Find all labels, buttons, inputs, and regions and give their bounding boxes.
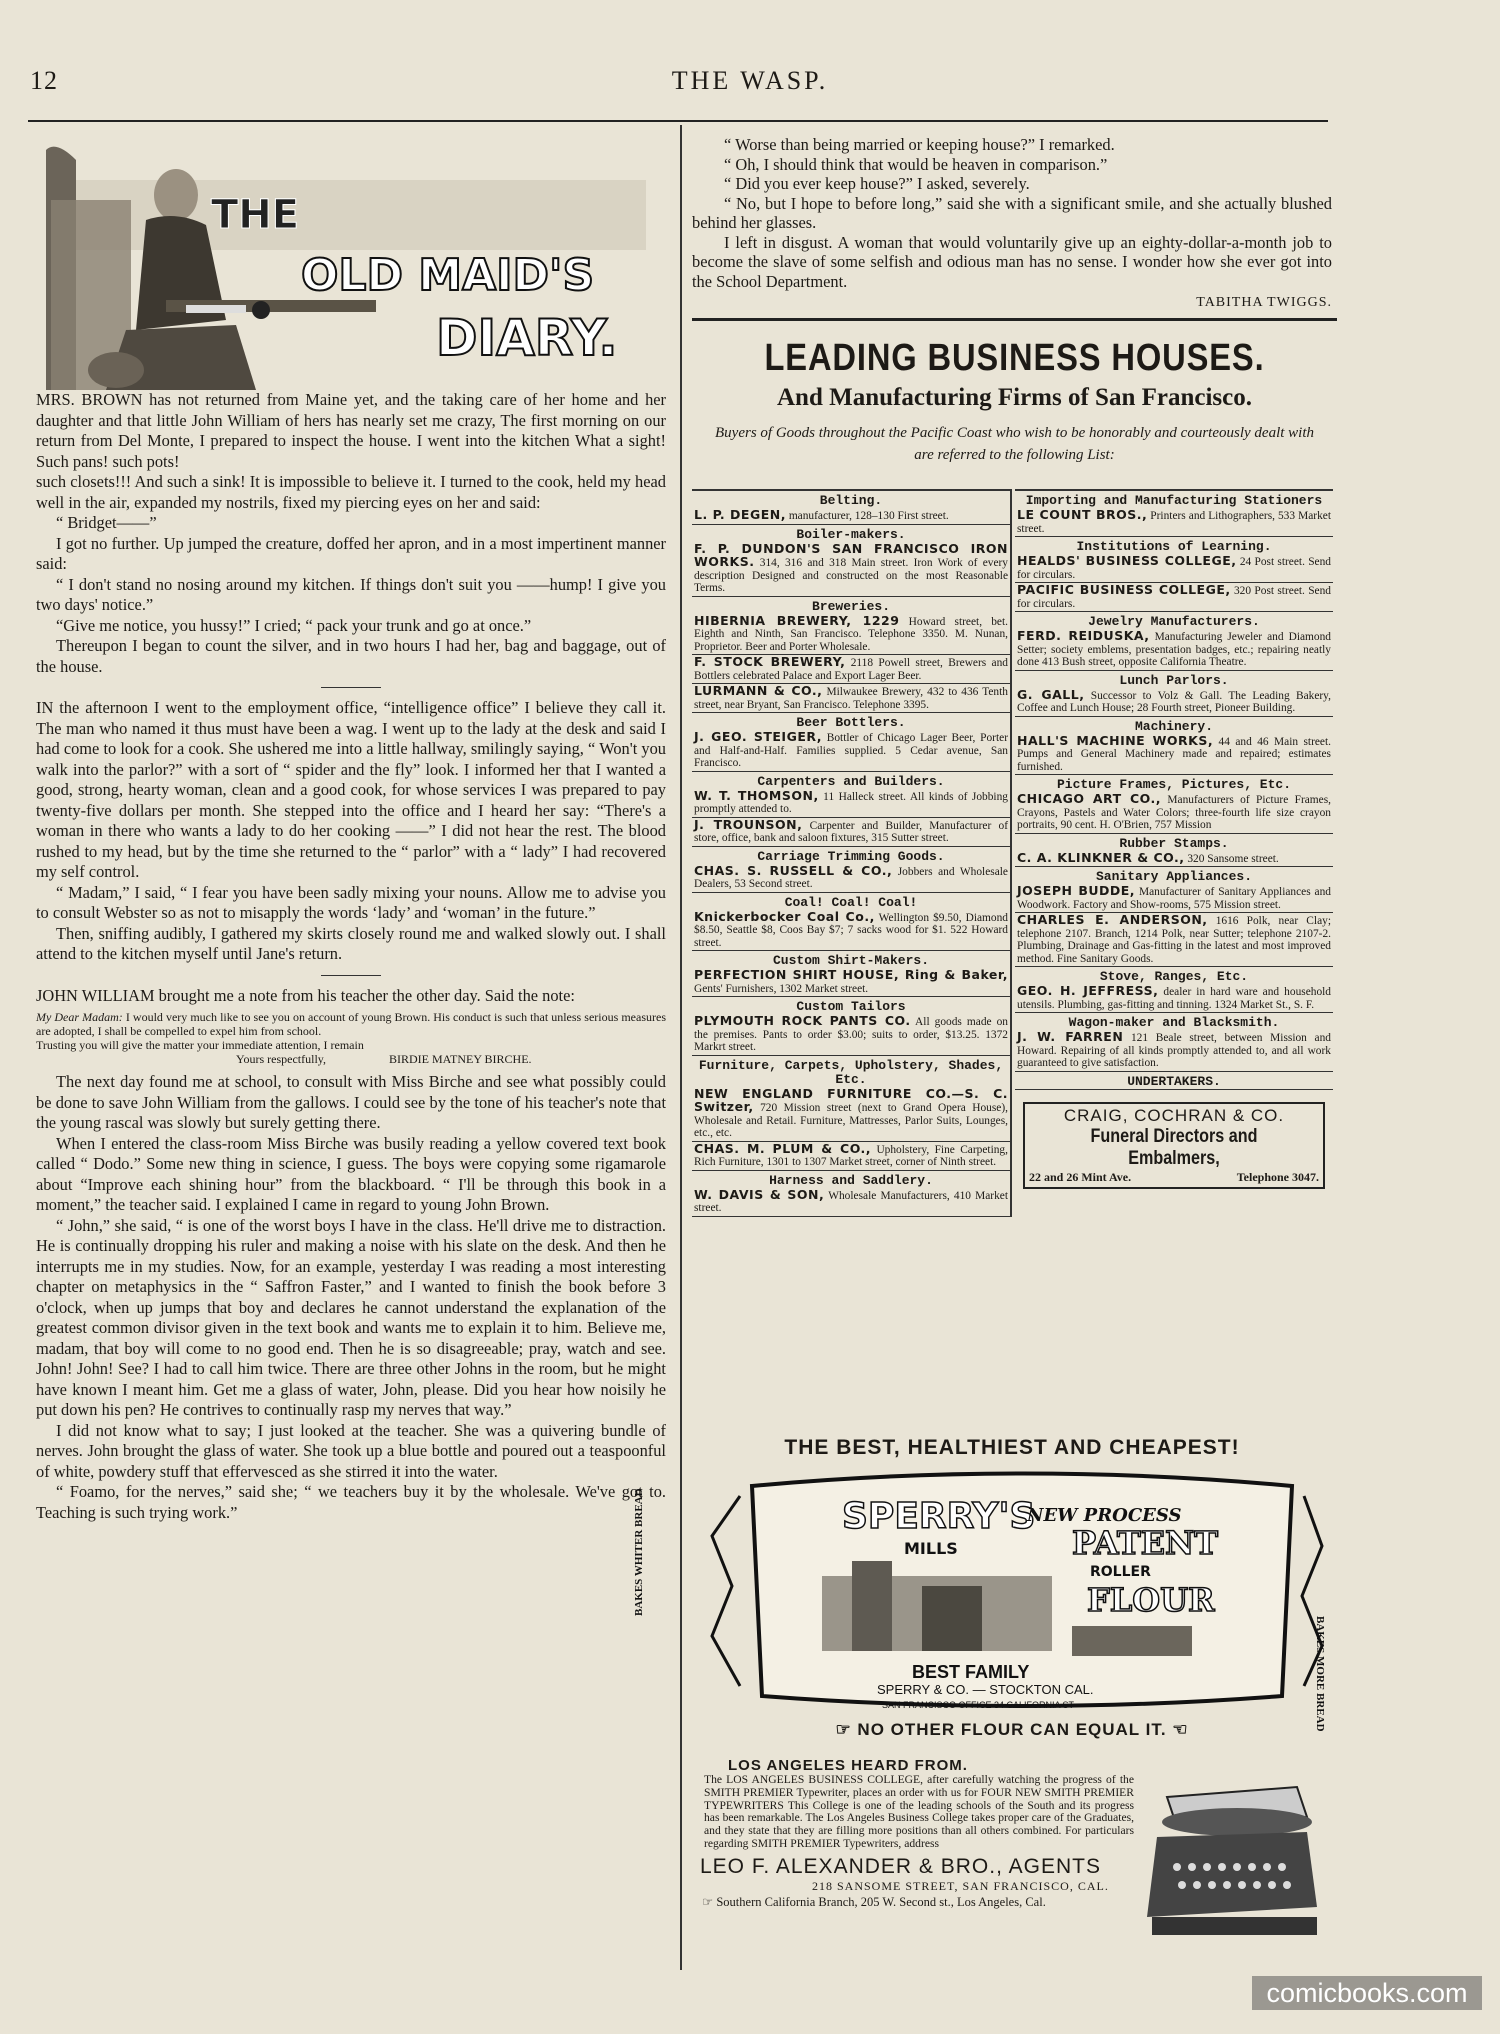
business-name: F. P. DUNDON'S SAN FRANCISCO IRON WORKS.	[694, 540, 1008, 569]
business-details: 24 Post street. Send for circulars.	[1017, 556, 1331, 581]
business-details: Manufacturer of Sanitary Appliances and Woodwork. Factory and Show-rooms, 575 Mission street.	[1017, 886, 1331, 911]
story-paragraph: The next day found me at school, to consult with Miss Birche and see what possibly could be done to save John William from the gallows. I could see by the tone of his teacher's note that the young rascal was slowly but surely getting there.	[36, 1072, 666, 1132]
story-paragraph: Then, sniffing audibly, I gathered my skirts closely round me and walked slowly out. I shall attend to the kitchen myself until Jane's return.	[36, 923, 666, 963]
author-signature: TABITHA TWIGGS.	[1196, 295, 1332, 310]
flour-roller: ROLLER	[1090, 1564, 1151, 1580]
story-paragraph: “Give me notice, you hussy!” I cried; “ pack your trunk and go at once.”	[56, 615, 532, 635]
flour-office: SAN FRANCISCO OFFICE 34 CALIFORNIA ST	[882, 1700, 1075, 1710]
business-details: Successor to Volz & Gall. The Leading Bakery, Coffee and Lunch House; 28 Fourth street, Pioneer Building.	[1017, 689, 1331, 714]
directory-category: UNDERTAKERS.	[1015, 1072, 1333, 1090]
undertaker-advertisement	[1023, 1102, 1325, 1189]
flour-brand: SPERRY'S	[842, 1496, 1036, 1537]
typewriter-illustration	[1137, 1777, 1327, 1947]
business-name: HEALDS' BUSINESS COLLEGE,	[1017, 553, 1237, 568]
business-details: 320 Sansome street.	[1184, 852, 1279, 865]
flour-maker: SPERRY & CO. — STOCKTON CAL.	[877, 1682, 1094, 1697]
pointing-hand-icon: ☜	[1166, 1720, 1189, 1739]
directory-category: Rubber Stamps.	[1119, 835, 1229, 851]
business-name: J. GEO. STEIGER,	[694, 729, 822, 744]
directory-category: Picture Frames, Pictures, Etc.	[1056, 777, 1292, 792]
business-details: manufacturer, 128–130 First street.	[785, 510, 949, 522]
publication-title: THE WASP.	[671, 66, 829, 95]
story-paragraph: “ No, but I hope to before long,” said she with a significant smile, and she actually blushed behind her glasses.	[692, 193, 1332, 232]
undertaker-address: 22 and 26 Mint Ave.	[1029, 1169, 1132, 1184]
directory-entry	[692, 508, 1010, 525]
story-paragraph: such closets!!! And such a sink! It is impossible to believe it. I turned to the cook, held my head well in the air, expanded my nostrils, fixed my piercing eyes on her and said:	[36, 472, 666, 512]
directory-category: Custom Shirt-Makers.	[772, 953, 930, 968]
business-details: 720 Mission street (next to Grand Opera House), Wholesale and Retail. Furniture, Mattresses, Parlor Suits, Lounges, etc., etc.	[694, 1102, 1008, 1139]
business-name: LE COUNT BROS.,	[1017, 507, 1148, 522]
story-paragraph: “ Foamo, for the nerves,” said she; “ we teachers buy it by the wholesale. We've got to. Teaching is such trying work.”	[36, 1482, 666, 1522]
note-body: I would very much like to see you on account of young Brown. His conduct is such that unless serious measures are adopted, I shall be compelled to expel him from school.	[36, 1010, 666, 1038]
directory-entry	[692, 655, 1010, 684]
directory-category: Boiler-makers.	[796, 526, 906, 542]
directory-entry	[692, 910, 1010, 952]
directory-left-column	[692, 489, 1012, 1217]
directory-category: Harness and Saddlery.	[769, 1172, 933, 1188]
directory-category: Furniture, Carpets, Upholstery, Shades, Etc.	[698, 1057, 1004, 1087]
directory-entry	[692, 1087, 1010, 1142]
svg-text:OLD MAID'S: OLD MAID'S	[301, 250, 595, 301]
note-salutation: My Dear Madam:	[36, 1010, 123, 1024]
directory-entry	[1015, 583, 1333, 612]
directory-category: Coal! Coal! Coal!	[784, 894, 918, 910]
story-paragraph: “ Did you ever keep house?” I asked, severely.	[724, 174, 1030, 193]
flour-footer-text: NO OTHER FLOUR CAN EQUAL IT.	[857, 1720, 1167, 1739]
directory-category: Lunch Parlors.	[1119, 672, 1229, 688]
story-column	[36, 140, 666, 1523]
directory-category: Belting.	[819, 493, 883, 508]
directory-entry	[1015, 688, 1333, 717]
business-details: All goods made on the premises. Pants to order $3.00; suits to order, $13.25. 1372 Markrt street.	[694, 1016, 1008, 1053]
directory-entry	[692, 1014, 1010, 1056]
business-name: HALL'S MACHINE WORKS,	[1017, 732, 1214, 748]
directory-entry	[692, 730, 1010, 772]
business-name: Knickerbocker Coal Co.,	[694, 908, 875, 924]
story-paragraph: “ Bridget——”	[56, 513, 157, 532]
business-details: Howard street, bet. Eighth and Ninth, San Francisco. Telephone 3350. M. Nunan, Proprietor. Beer and Porter Wholesale.	[694, 615, 1009, 653]
directory-entry	[1015, 913, 1333, 967]
pointing-hand-icon: ☞	[835, 1720, 858, 1739]
business-details: 314, 316 and 318 Main street. Iron Work of every description Designed and constructed on the most Reasonable Terms.	[694, 557, 1008, 594]
directory-entry	[1015, 984, 1333, 1013]
story-paragraph: Thereupon I began to count the silver, and in two hours I had her, bag and baggage, out of the house.	[36, 636, 666, 676]
story-paragraph: When I entered the class-room Miss Birche was busily reading a yellow covered text book called “ Dodo.” Some new thing in science, I guess. The boys were copying some rigamarole about “Improve each shining hour” from the blackboard. “ I'll be through this book in a moment,” the teacher said. I explained I came in regard to young John Brown.	[36, 1133, 666, 1214]
watermark: comicbooks.com	[1252, 1976, 1482, 2010]
flour-footer	[692, 1720, 1332, 1740]
note-body: Trusting you will give the matter your immediate attention, I remain	[36, 1038, 364, 1052]
business-details: Gents' Furnishers, 1302 Market street.	[694, 982, 869, 995]
svg-text:DIARY.: DIARY.	[436, 309, 618, 367]
directory-entry	[692, 542, 1010, 597]
business-details: Jobbers and Wholesale Dealers, 53 Second street.	[694, 865, 1008, 890]
typewriter-address: 218 SANSOME STREET, SAN FRANCISCO, CAL.	[812, 1878, 1109, 1893]
undertaker-telephone: Telephone 3047.	[1236, 1169, 1319, 1184]
directory-entry	[1015, 884, 1333, 913]
business-name: PLYMOUTH ROCK PANTS CO.	[694, 1013, 911, 1028]
directory-entry	[692, 1142, 1010, 1171]
directory-entry	[692, 684, 1010, 713]
business-details: Printers and Lithographers, 533 Market street.	[1017, 510, 1331, 535]
directory-entry	[692, 1188, 1010, 1217]
business-details: Manufacturing Jeweler and Diamond Setter; society emblems, presentation badges, etc.; repairing neatly done 413 Bush street, opposite California Theatre.	[1017, 631, 1332, 668]
business-name: CHICAGO ART CO.,	[1017, 791, 1162, 806]
undertaker-contact	[1029, 1170, 1319, 1185]
business-details: dealer in hard ware and household utensils. Plumbing, gas-fitting and tinning. 1324 Market St., S. F.	[1017, 986, 1331, 1011]
business-name: F. STOCK BREWERY,	[694, 654, 846, 669]
directory-category: Importing and Manufacturing Stationers	[1025, 493, 1323, 508]
typewriter-body: The LOS ANGELES BUSINESS COLLEGE, after carefully watching the progress of the SMITH PREMIER Typewriter, places an order with us for FOUR NEW SMITH PREMIER TYPEWRITERS This College is one of the leading schools of the South and its progress has been remarkable. The Los Angeles Business College takes proper care of the Graduates, and they state that they are filling more positions than all others combined. For particulars regarding SMITH PREMIER Typewriters, address	[704, 1773, 1134, 1850]
business-name: L. P. DEGEN,	[694, 507, 786, 522]
business-name: FERD. REIDUSKA,	[1017, 628, 1150, 643]
business-name: C. A. KLINKNER & CO.,	[1017, 849, 1185, 865]
typewriter-advertisement	[692, 1757, 1337, 1967]
typewriter-heading: LOS ANGELES HEARD FROM.	[728, 1757, 968, 1774]
business-name: HIBERNIA BREWERY, 1229	[694, 612, 900, 628]
business-name: NEW ENGLAND FURNITURE CO.—S. C. Switzer,	[694, 1085, 1008, 1114]
directory-heading: LEADING BUSINESS HOUSES.	[764, 337, 1265, 379]
business-details: Milwaukee Brewery, 432 to 436 Tenth street, near Bryant, San Francisco. Telephone 3395.	[694, 686, 1008, 711]
directory-category: Institutions of Learning.	[1076, 539, 1272, 554]
story-illustration	[36, 140, 666, 390]
business-name: CHARLES E. ANDERSON,	[1017, 912, 1208, 927]
business-name: W. DAVIS & SON,	[694, 1186, 825, 1202]
flour-process: NEW PROCESS	[1027, 1505, 1182, 1526]
business-details: Wholesale Manufacturers, 410 Market street.	[694, 1189, 1009, 1214]
undertaker-name: CRAIG, COCHRAN & CO.	[1063, 1105, 1285, 1125]
story-paragraph: “ John,” she said, “ is one of the worst boys I have in the class. He'll drive me to distraction. He is continually dropping his ruler and making a noise with his slate on the desk. And then he interrupts me in my studies. Now, for an example, yesterday I was reading a most interesting chapter on metaphysics in the “ Saffron Faster,” and I wanted to finish the book before 3 o'clock, when up jumps that boy and declares he cannot understand the explanation of the greatest common divisor given in the text book and wants me to explain it to him. Believe me, madam, that boy will come to no good end. Then he is so disagreeable; pray, watch and see. John! John! See? I had to call him twice. There are three other Johns in the room, but he might have known I meant him. Get me a glass of water, John, please. Did you hear how noisily he put down his pen? He contrives to continually rasp my nerves that way.”	[36, 1215, 666, 1419]
story-paragraph: I left in disgust. A woman that would voluntarily give up an eighty-dollar-a-month job to become the slave of some selfish and odious man has no sense. I wonder how she ever got into the School Department.	[692, 232, 1332, 291]
business-details: Manufacturers of Picture Frames, Crayons, Pastels and Water Colors; three-fourth life size crayon portraits, 90 cent. H. O'Brien, 757 Mission	[1017, 794, 1331, 831]
flour-side-left: BAKES WHITER BREAD	[633, 1488, 645, 1616]
business-details: Bottler of Chicago Lager Beer, Porter and Half-and-Half. Families supplied. 5 Cedar avenue, San Francisco.	[694, 732, 1008, 769]
pointing-hand-icon: ☞	[702, 1894, 717, 1909]
directory-subheading: And Manufacturing Firms of San Francisco.	[777, 384, 1252, 411]
business-name: JOSEPH BUDDE,	[1017, 883, 1136, 898]
story-paragraph: IN the afternoon I went to the employment office, “intelligence office” I believe they call it. The man who named it thus must have been a wag. I went up to the lady at the desk and said I had come to look for a cook. She ushered me into a little hallway, smilingly saying, “ Won't you walk into the parlor?” with a sort of “ spider and the fly” look. I informed her that I wanted a good, strong, hearty woman, clean and a good cook, for whose services I was prepared to pay twenty-five dollars per month. She stepped into the office and I heard her say: “There's a woman in there who wants a lady to do her cooking ——” I did not hear the rest. The blood rushed to my head, but by the time she returned to the “ parlor” with a “ lady” I had recovered my self control.	[36, 698, 666, 881]
directory-entry	[692, 864, 1010, 893]
directory-category: Breweries.	[811, 598, 890, 614]
flour-advertisement	[633, 1436, 1332, 1739]
directory-category: Machinery.	[1134, 718, 1213, 734]
directory-category: Stove, Ranges, Etc.	[1099, 969, 1249, 984]
business-details: 121 Beale street, between Mission and Howard. Repairing of all kinds promptly attended to, and all work guaranteed to give satisfaction.	[1017, 1032, 1331, 1069]
business-name: GEO. H. JEFFRESS,	[1017, 983, 1159, 998]
old-maid-illustration	[36, 140, 666, 390]
directory-category: Sanitary Appliances.	[1095, 869, 1253, 884]
directory-entry	[692, 968, 1010, 997]
business-details: Upholstery, Fine Carpeting, Rich Furniture, 1301 to 1307 Market street, corner of Ninth street.	[694, 1143, 1008, 1168]
flour-side-right: BAKES MORE BREAD	[1314, 1616, 1326, 1732]
story-paragraph: “ Madam,” I said, “ I fear you have been sadly mixing your nouns. Allow me to advise you to consult Webster so as not to misapply the words ‘lady’ and ‘woman’ in the future.”	[36, 882, 666, 922]
note-close: Yours respectfully,	[236, 1052, 326, 1066]
flour-patent: PATENT	[1072, 1524, 1219, 1562]
business-name: PACIFIC BUSINESS COLLEGE,	[1017, 582, 1231, 597]
column-rule	[680, 125, 682, 1970]
business-name: LURMANN & CO.,	[694, 683, 823, 698]
branch-text: Southern California Branch, 205 W. Second st., Los Angeles, Cal.	[716, 1894, 1046, 1909]
business-name: J. TROUNSON,	[694, 816, 803, 832]
story-paragraph: JOHN WILLIAM brought me a note from his teacher the other day. Said the note:	[36, 985, 575, 1005]
directory-entry	[692, 818, 1010, 847]
business-details: 44 and 46 Main street. Pumps and General Machinery made and repaired; estimates furnished.	[1017, 735, 1331, 773]
business-details: 11 Halleck street. All kinds of Jobbing promptly attended to.	[694, 790, 1008, 815]
note-signature: BIRDIE MATNEY BIRCHE.	[389, 1052, 532, 1066]
business-name: CHAS. M. PLUM & CO.,	[694, 1140, 872, 1156]
story-paragraph: I got no further. Up jumped the creature, doffed her apron, and in a most impertinent manner said:	[36, 533, 666, 573]
story-paragraph: MRS. BROWN has not returned from Maine yet, and the taking care of her home and her daughter and that little John William of hers has nearly set me crazy, The first morning on our return from Del Monte, I prepared to inspect the house. I went into the kitchen What a sight! Such pans! such pots!	[36, 390, 666, 471]
page-header	[0, 62, 1500, 102]
story-paragraph: I did not know what to say; I just looked at the teacher. She was a quivering bundle of nerves. John brought the glass of water. She took up a blue bottle and poured out a teaspoonful of white, powdery stuff that effervesced as she stirred it into the water.	[36, 1420, 666, 1481]
undertaker-line: Funeral Directors and Embalmers,	[1090, 1125, 1258, 1169]
business-details: Carpenter and Builder, Manufacturer of store, office, bank and saloon fixtures, 315 Sutter street.	[694, 819, 1009, 844]
business-details: Wellington $9.50, Diamond $8.50, Seattle $8, Coos Bay $7; 7 sacks wood for $1. 522 Howard street.	[694, 911, 1008, 949]
business-details: 320 Post street. Send for circulars.	[1017, 585, 1332, 610]
directory-intro: Buyers of Goods throughout the Pacific Coast who wish to be honorably and courteously dealt with are referred to the following List:	[715, 425, 1314, 463]
directory-entry	[1015, 734, 1333, 776]
business-name: J. W. FARREN	[1017, 1029, 1124, 1044]
svg-text:THE: THE	[211, 192, 300, 238]
story-paragraph: “ Worse than being married or keeping house?” I remarked.	[724, 135, 1115, 154]
directory-category: Beer Bottlers.	[796, 715, 906, 730]
page-number: 12	[30, 66, 58, 95]
flour-best-family: BEST FAMILY	[912, 1662, 1030, 1682]
story-paragraph: “ Oh, I should think that would be heaven in comparison.”	[724, 154, 1108, 174]
directory-category: Custom Tailors	[796, 999, 906, 1014]
section-divider	[321, 975, 381, 976]
business-directory	[692, 318, 1337, 1338]
directory-category: Jewelry Manufacturers.	[1088, 614, 1260, 629]
directory-category: Carpenters and Builders.	[757, 773, 945, 789]
business-details: 2118 Powell street, Brewers and Bottlers celebrated Palace and Export Lager Beer.	[694, 657, 1008, 682]
directory-category: Carriage Trimming Goods.	[757, 848, 945, 864]
directory-right-column	[1015, 489, 1333, 1189]
directory-category: Wagon-maker and Blacksmith.	[1068, 1015, 1280, 1030]
flour-word: FLOUR	[1087, 1581, 1215, 1619]
teacher-note	[36, 1010, 666, 1066]
business-details: 1616 Polk, near Clay; telephone 2107. Branch, 1214 Polk, near Sutter; telephone 2107-2. Plumbing, Drainage and Gas-fitting in the latest and most improved method. Fine Sanitary Goods.	[1017, 915, 1331, 965]
directory-entry	[1015, 508, 1333, 537]
section-divider	[321, 687, 381, 688]
directory-entry	[1015, 1030, 1333, 1072]
business-name: CHAS. S. RUSSELL & CO.,	[694, 862, 893, 878]
flour-headline: THE BEST, HEALTHIEST AND CHEAPEST!	[784, 1436, 1240, 1459]
directory-entry	[1015, 629, 1333, 671]
directory-entry	[1015, 851, 1333, 868]
typewriter-agent: LEO F. ALEXANDER & BRO., AGENTS	[700, 1854, 1101, 1878]
directory-entry	[1015, 792, 1333, 834]
story-continuation	[692, 135, 1332, 313]
directory-entry	[692, 614, 1010, 656]
header-rule	[28, 120, 1328, 122]
business-name: W. T. THOMSON,	[694, 787, 819, 803]
directory-entry	[1015, 554, 1333, 583]
flour-mills: MILLS	[904, 1539, 958, 1558]
business-name: G. GALL,	[1017, 686, 1085, 702]
story-paragraph: “ I don't stand no nosing around my kitchen. If things don't suit you ——hump! I give you two days' notice.”	[36, 574, 666, 614]
business-name: PERFECTION SHIRT HOUSE, Ring & Baker,	[694, 967, 1008, 982]
directory-entry	[692, 789, 1010, 818]
